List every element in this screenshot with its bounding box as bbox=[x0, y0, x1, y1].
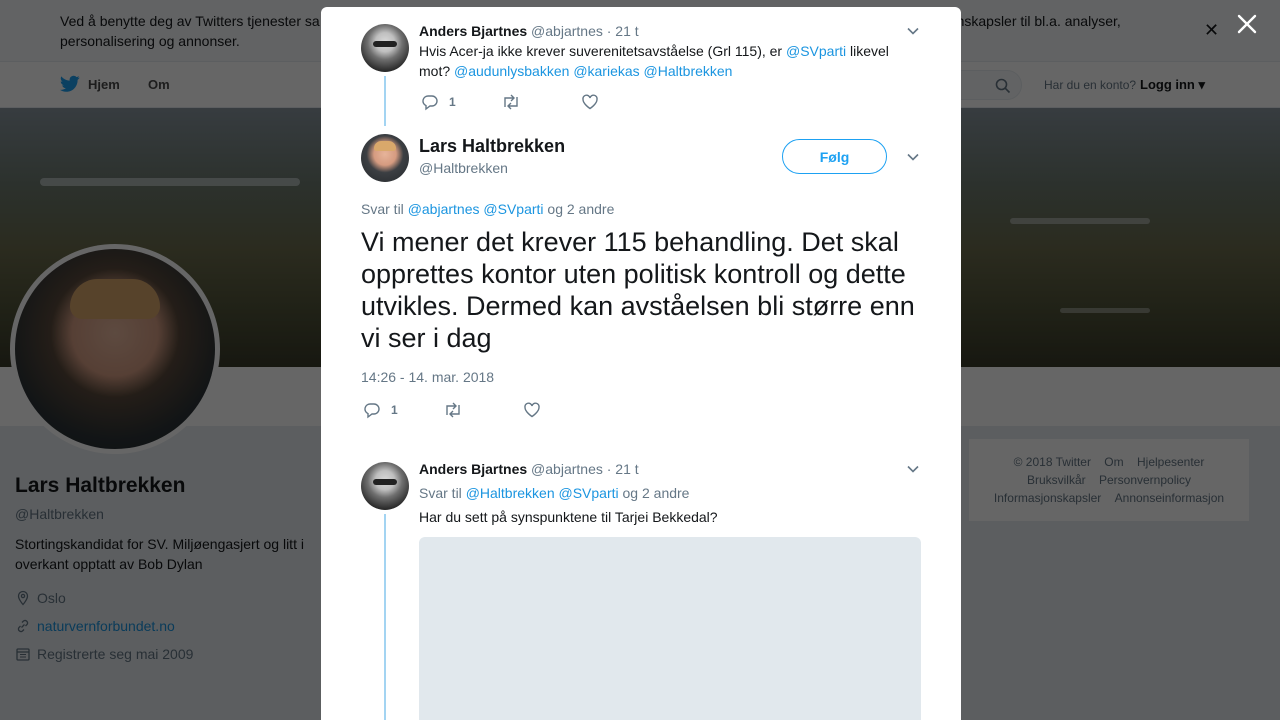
tweet-timestamp[interactable]: 14:26 - 14. mar. 2018 bbox=[361, 369, 495, 385]
thread-line bbox=[384, 514, 386, 720]
tweet-media-card[interactable] bbox=[419, 537, 921, 720]
author-handle[interactable]: @abjartnes bbox=[531, 461, 603, 477]
avatar[interactable] bbox=[361, 24, 409, 72]
reply-context: Svar til @Haltbrekken @SVparti og 2 andre bbox=[419, 485, 690, 501]
heart-icon bbox=[581, 93, 599, 111]
chevron-down-icon[interactable] bbox=[906, 462, 920, 476]
thread-line bbox=[384, 76, 386, 126]
retweet-button[interactable] bbox=[443, 401, 473, 419]
mention-link[interactable]: @Haltbrekken bbox=[465, 485, 555, 501]
tweet-header bbox=[419, 23, 639, 39]
chevron-down-icon[interactable] bbox=[906, 150, 920, 164]
author-name[interactable]: Anders Bjartnes bbox=[419, 23, 528, 39]
follow-button[interactable]: Følg bbox=[782, 139, 887, 174]
mention-link[interactable]: @SVparti bbox=[558, 485, 619, 501]
tweet-time[interactable]: · 21 t bbox=[606, 23, 639, 39]
author-name[interactable]: Anders Bjartnes bbox=[419, 461, 528, 477]
author-handle[interactable]: @Haltbrekken bbox=[419, 160, 508, 176]
like-button[interactable] bbox=[523, 401, 551, 419]
tweet-modal bbox=[321, 7, 961, 720]
tweet-time[interactable]: · 21 t bbox=[606, 461, 639, 477]
mention-link[interactable]: @kariekas bbox=[573, 63, 640, 79]
chevron-down-icon[interactable] bbox=[906, 24, 920, 38]
tweet-actions bbox=[421, 93, 621, 113]
avatar[interactable] bbox=[361, 462, 409, 510]
author-name[interactable]: Lars Haltbrekken bbox=[419, 136, 566, 156]
close-icon[interactable] bbox=[1234, 11, 1260, 37]
mention-link[interactable]: @audunlysbakken bbox=[454, 63, 570, 79]
like-button[interactable] bbox=[581, 93, 609, 111]
retweet-button[interactable] bbox=[501, 93, 531, 111]
reply-button[interactable]: 1 bbox=[363, 401, 398, 419]
tweet-text: Har du sett på synspunktene til Tarjei Bekkedal? bbox=[419, 509, 718, 525]
author-handle[interactable]: @abjartnes bbox=[531, 23, 603, 39]
reply-icon bbox=[421, 93, 439, 111]
reply-icon bbox=[363, 401, 381, 419]
reply-context: Svar til @abjartnes @SVparti og 2 andre bbox=[361, 201, 615, 217]
tweet-text: Hvis Acer-ja ikke krever suverenitetsavståelse (Grl 115), er @SVparti likevel mot? @audunlysbakken @kariekas @Haltbrekken bbox=[419, 43, 889, 79]
avatar[interactable] bbox=[361, 134, 409, 182]
mention-link[interactable]: @Haltbrekken bbox=[643, 63, 733, 79]
mention-link[interactable]: @abjartnes bbox=[407, 201, 480, 217]
reply-button[interactable]: 1 bbox=[421, 93, 456, 111]
retweet-icon bbox=[501, 93, 521, 111]
retweet-icon bbox=[443, 401, 463, 419]
tweet-header bbox=[419, 461, 639, 477]
heart-icon bbox=[523, 401, 541, 419]
mention-link[interactable]: @SVparti bbox=[483, 201, 544, 217]
mention-link[interactable]: @SVparti bbox=[785, 43, 847, 59]
tweet-text: Vi mener det krever 115 behandling. Det skal opprettes kontor uten politisk kontroll og dette utvikles. Dermed kan avståelsen bli større enn vi ser i dag bbox=[361, 227, 915, 353]
tweet-actions bbox=[363, 401, 563, 421]
